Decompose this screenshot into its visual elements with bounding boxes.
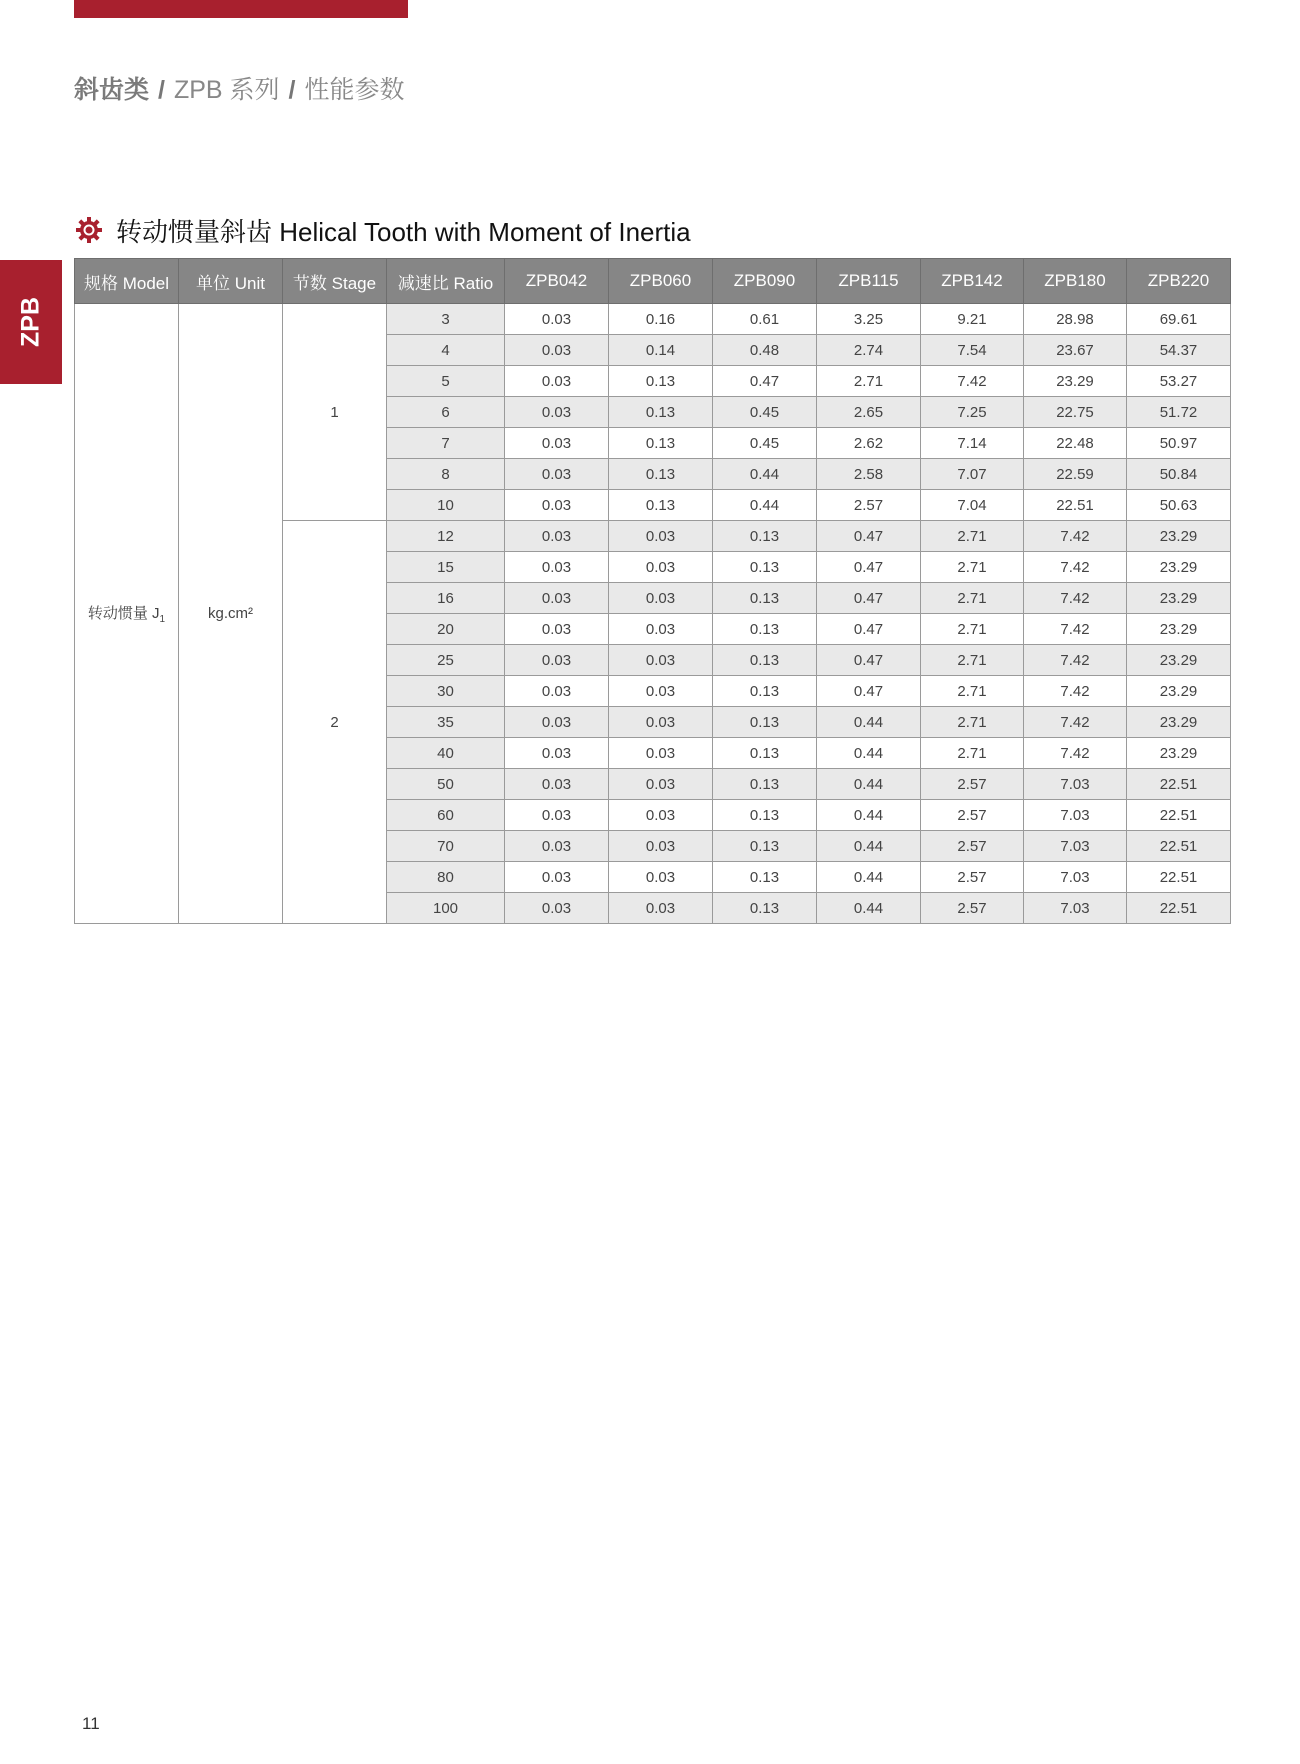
value-cell: 50.84	[1127, 459, 1231, 490]
header-stage: 节数 Stage	[283, 259, 387, 304]
ratio-cell: 5	[387, 366, 505, 397]
table-header-row	[75, 259, 1231, 304]
table-body	[75, 304, 1231, 924]
value-cell: 0.14	[609, 335, 713, 366]
value-cell: 0.44	[817, 893, 921, 924]
ratio-cell: 80	[387, 862, 505, 893]
value-cell: 7.42	[1024, 552, 1127, 583]
header-zpb115: ZPB115	[817, 259, 921, 304]
value-cell: 0.47	[817, 552, 921, 583]
value-cell: 0.03	[505, 862, 609, 893]
value-cell: 0.13	[609, 428, 713, 459]
stage-cell: 1	[283, 304, 387, 521]
value-cell: 23.29	[1127, 645, 1231, 676]
value-cell: 0.47	[817, 645, 921, 676]
value-cell: 7.42	[1024, 521, 1127, 552]
value-cell: 7.42	[1024, 645, 1127, 676]
value-cell: 2.74	[817, 335, 921, 366]
value-cell: 2.57	[921, 862, 1024, 893]
ratio-cell: 12	[387, 521, 505, 552]
value-cell: 0.03	[505, 335, 609, 366]
ratio-cell: 15	[387, 552, 505, 583]
header-zpb220: ZPB220	[1127, 259, 1231, 304]
side-tab	[0, 260, 62, 384]
value-cell: 0.03	[505, 738, 609, 769]
page-number: 11	[82, 1714, 100, 1733]
value-cell: 0.03	[609, 521, 713, 552]
value-cell: 7.03	[1024, 831, 1127, 862]
value-cell: 0.44	[817, 769, 921, 800]
header-zpb090: ZPB090	[713, 259, 817, 304]
value-cell: 0.45	[713, 428, 817, 459]
model-cell	[75, 304, 179, 924]
ratio-cell: 16	[387, 583, 505, 614]
value-cell: 0.47	[817, 676, 921, 707]
value-cell: 0.03	[609, 862, 713, 893]
value-cell: 0.13	[713, 769, 817, 800]
value-cell: 22.51	[1127, 800, 1231, 831]
value-cell: 2.57	[921, 800, 1024, 831]
top-accent-bar	[74, 0, 408, 18]
value-cell: 3.25	[817, 304, 921, 335]
value-cell: 23.29	[1127, 521, 1231, 552]
value-cell: 0.03	[609, 738, 713, 769]
value-cell: 0.44	[817, 707, 921, 738]
value-cell: 2.71	[921, 645, 1024, 676]
unit-cell: kg.cm²	[179, 304, 283, 924]
value-cell: 0.03	[505, 707, 609, 738]
ratio-cell: 35	[387, 707, 505, 738]
value-cell: 7.03	[1024, 862, 1127, 893]
value-cell: 2.71	[921, 738, 1024, 769]
value-cell: 54.37	[1127, 335, 1231, 366]
header-zpb042: ZPB042	[505, 259, 609, 304]
value-cell: 0.44	[713, 490, 817, 521]
value-cell: 69.61	[1127, 304, 1231, 335]
value-cell: 23.29	[1127, 552, 1231, 583]
value-cell: 0.03	[609, 583, 713, 614]
value-cell: 0.03	[609, 831, 713, 862]
table-row	[75, 304, 1231, 335]
value-cell: 0.44	[713, 459, 817, 490]
value-cell: 23.29	[1024, 366, 1127, 397]
value-cell: 0.44	[817, 738, 921, 769]
ratio-cell: 25	[387, 645, 505, 676]
value-cell: 2.57	[921, 769, 1024, 800]
value-cell: 0.13	[713, 800, 817, 831]
header-zpb180: ZPB180	[1024, 259, 1127, 304]
value-cell: 50.63	[1127, 490, 1231, 521]
value-cell: 0.03	[505, 397, 609, 428]
value-cell: 7.07	[921, 459, 1024, 490]
value-cell: 2.71	[921, 521, 1024, 552]
value-cell: 9.21	[921, 304, 1024, 335]
value-cell: 0.03	[505, 893, 609, 924]
value-cell: 0.03	[609, 800, 713, 831]
value-cell: 22.51	[1127, 769, 1231, 800]
ratio-cell: 8	[387, 459, 505, 490]
ratio-cell: 20	[387, 614, 505, 645]
header-ratio: 减速比 Ratio	[387, 259, 505, 304]
header-model: 规格 Model	[75, 259, 179, 304]
value-cell: 0.44	[817, 862, 921, 893]
value-cell: 7.42	[1024, 583, 1127, 614]
ratio-cell: 30	[387, 676, 505, 707]
model-subscript: 1	[159, 614, 166, 625]
value-cell: 2.57	[921, 831, 1024, 862]
value-cell: 0.13	[713, 583, 817, 614]
value-cell: 0.03	[505, 614, 609, 645]
value-cell: 2.71	[921, 552, 1024, 583]
inertia-table	[74, 258, 1231, 924]
value-cell: 0.03	[505, 521, 609, 552]
value-cell: 7.14	[921, 428, 1024, 459]
stage-cell: 2	[283, 521, 387, 924]
value-cell: 22.51	[1127, 893, 1231, 924]
value-cell: 0.03	[505, 552, 609, 583]
breadcrumb-category: 斜齿类	[74, 76, 150, 104]
value-cell: 2.71	[817, 366, 921, 397]
value-cell: 0.44	[817, 831, 921, 862]
value-cell: 2.71	[921, 676, 1024, 707]
value-cell: 0.13	[713, 676, 817, 707]
value-cell: 23.29	[1127, 676, 1231, 707]
value-cell: 0.13	[713, 521, 817, 552]
value-cell: 0.03	[505, 769, 609, 800]
value-cell: 0.03	[505, 676, 609, 707]
value-cell: 0.13	[713, 552, 817, 583]
value-cell: 2.71	[921, 707, 1024, 738]
value-cell: 0.03	[505, 645, 609, 676]
ratio-cell: 6	[387, 397, 505, 428]
value-cell: 22.48	[1024, 428, 1127, 459]
value-cell: 0.13	[713, 893, 817, 924]
value-cell: 0.03	[505, 459, 609, 490]
value-cell: 53.27	[1127, 366, 1231, 397]
value-cell: 22.75	[1024, 397, 1127, 428]
value-cell: 2.57	[921, 893, 1024, 924]
value-cell: 0.13	[713, 738, 817, 769]
value-cell: 7.03	[1024, 893, 1127, 924]
value-cell: 0.61	[713, 304, 817, 335]
value-cell: 7.54	[921, 335, 1024, 366]
ratio-cell: 40	[387, 738, 505, 769]
value-cell: 0.13	[609, 490, 713, 521]
ratio-cell: 4	[387, 335, 505, 366]
value-cell: 0.47	[817, 521, 921, 552]
value-cell: 0.03	[505, 428, 609, 459]
value-cell: 23.29	[1127, 614, 1231, 645]
ratio-cell: 3	[387, 304, 505, 335]
gear-icon	[76, 217, 102, 243]
breadcrumb-separator: /	[288, 76, 296, 104]
value-cell: 0.03	[609, 707, 713, 738]
ratio-cell: 50	[387, 769, 505, 800]
value-cell: 0.47	[713, 366, 817, 397]
value-cell: 0.03	[505, 304, 609, 335]
value-cell: 0.03	[609, 769, 713, 800]
breadcrumb-series: ZPB 系列	[173, 76, 280, 104]
value-cell: 7.42	[1024, 676, 1127, 707]
value-cell: 0.48	[713, 335, 817, 366]
value-cell: 2.71	[921, 583, 1024, 614]
value-cell: 0.03	[505, 831, 609, 862]
ratio-cell: 70	[387, 831, 505, 862]
header-zpb142: ZPB142	[921, 259, 1024, 304]
value-cell: 51.72	[1127, 397, 1231, 428]
value-cell: 0.47	[817, 614, 921, 645]
value-cell: 22.51	[1127, 831, 1231, 862]
value-cell: 2.57	[817, 490, 921, 521]
value-cell: 23.29	[1127, 738, 1231, 769]
value-cell: 0.03	[505, 490, 609, 521]
value-cell: 23.29	[1127, 583, 1231, 614]
value-cell: 0.47	[817, 583, 921, 614]
value-cell: 0.16	[609, 304, 713, 335]
header-zpb060: ZPB060	[609, 259, 713, 304]
value-cell: 7.03	[1024, 769, 1127, 800]
value-cell: 7.25	[921, 397, 1024, 428]
value-cell: 22.51	[1024, 490, 1127, 521]
value-cell: 22.51	[1127, 862, 1231, 893]
breadcrumb-page: 性能参数	[304, 76, 405, 104]
value-cell: 22.59	[1024, 459, 1127, 490]
value-cell: 0.03	[609, 614, 713, 645]
value-cell: 0.03	[609, 893, 713, 924]
value-cell: 0.13	[609, 366, 713, 397]
section-title: 转动惯量斜齿 Helical Tooth with Moment of Inertia	[116, 216, 691, 247]
value-cell: 28.98	[1024, 304, 1127, 335]
value-cell: 23.67	[1024, 335, 1127, 366]
value-cell: 0.03	[505, 366, 609, 397]
breadcrumb	[74, 70, 405, 106]
value-cell: 7.42	[1024, 614, 1127, 645]
value-cell: 0.03	[609, 676, 713, 707]
value-cell: 0.03	[505, 583, 609, 614]
value-cell: 2.65	[817, 397, 921, 428]
value-cell: 0.03	[609, 552, 713, 583]
side-tab-label: ZPB	[16, 297, 45, 347]
value-cell: 0.13	[609, 397, 713, 428]
header-unit: 单位 Unit	[179, 259, 283, 304]
value-cell: 7.03	[1024, 800, 1127, 831]
value-cell: 0.13	[713, 707, 817, 738]
ratio-cell: 7	[387, 428, 505, 459]
value-cell: 50.97	[1127, 428, 1231, 459]
value-cell: 0.03	[609, 645, 713, 676]
model-label: 转动惯量 J	[87, 605, 160, 622]
value-cell: 7.42	[1024, 738, 1127, 769]
value-cell: 0.13	[713, 614, 817, 645]
value-cell: 7.42	[921, 366, 1024, 397]
value-cell: 0.13	[609, 459, 713, 490]
value-cell: 2.62	[817, 428, 921, 459]
ratio-cell: 10	[387, 490, 505, 521]
breadcrumb-separator: /	[158, 76, 165, 104]
value-cell: 23.29	[1127, 707, 1231, 738]
value-cell: 7.04	[921, 490, 1024, 521]
value-cell: 0.44	[817, 800, 921, 831]
value-cell: 0.13	[713, 645, 817, 676]
value-cell: 2.71	[921, 614, 1024, 645]
ratio-cell: 100	[387, 893, 505, 924]
section-heading	[76, 212, 691, 248]
value-cell: 0.13	[713, 831, 817, 862]
value-cell: 7.42	[1024, 707, 1127, 738]
value-cell: 2.58	[817, 459, 921, 490]
ratio-cell: 60	[387, 800, 505, 831]
value-cell: 0.03	[505, 800, 609, 831]
value-cell: 0.45	[713, 397, 817, 428]
value-cell: 0.13	[713, 862, 817, 893]
